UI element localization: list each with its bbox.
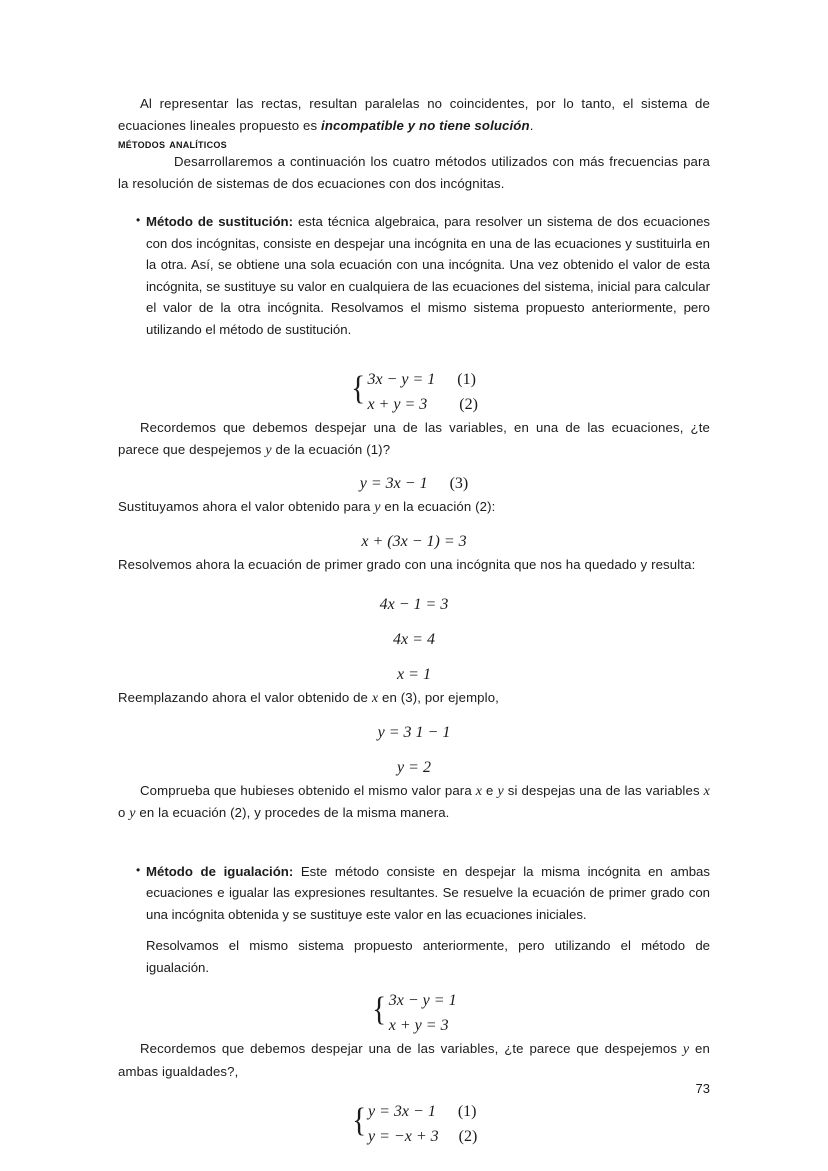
system-1-line2-expr: x + y = 3 xyxy=(367,396,428,413)
system-1-line1 xyxy=(367,367,477,392)
paragraph-recordemos-2 xyxy=(118,1038,710,1082)
comprueba-variable-4: y xyxy=(129,806,136,821)
equation-3-tag: (3) xyxy=(449,475,469,492)
paragraph-sustituyamos xyxy=(118,496,710,519)
paragraph-comprueba xyxy=(118,780,710,825)
sustituyamos-part1: Sustituyamos ahora el valor obtenido para xyxy=(118,499,375,514)
paragraph-igualacion-followup: Resolvamos el mismo sistema propuesto anteriormente, pero utilizando el método de igualación. xyxy=(146,938,710,975)
bullet-metodo-igualacion xyxy=(118,861,710,926)
equation-system-3 xyxy=(118,1099,710,1149)
system-1-brace: { xyxy=(351,370,366,407)
system-2-line1-expr: 3x − y = 1 xyxy=(388,992,457,1009)
equation-substituted xyxy=(118,529,710,554)
bullet-dot-icon: • xyxy=(136,213,141,227)
system-3-line1-tag: (1) xyxy=(457,1103,477,1120)
section-heading-analytic-methods: métodos analíticos xyxy=(118,136,227,151)
system-1-line2 xyxy=(367,392,477,417)
system-3-line1-expr: y = 3x − 1 xyxy=(368,1103,436,1120)
system-3-line2-expr: y = −x + 3 xyxy=(368,1128,439,1145)
recordemos-1-part1: Recordemos que debemos despejar una de las variables, en una de las ecuaciones, ¿te parece que despejemos xyxy=(118,420,710,457)
equation-back-substitute-2 xyxy=(118,755,710,780)
bullet-text-sustitucion: esta técnica algebraica, para resolver un sistema de dos ecuaciones con dos incógnitas, consiste en despejar una incógnita en una de las ecuaciones y sustituirla en la otra. Así, se obtiene una sola ecuación con una incógnita. Una vez obtenido el valor de esta incógnita, se sustituye su valor en cualquiera de las ecuaciones del sistema, inicial para calcular el valor de la otra incógnita. Resolvamos el mismo sistema propuesto anteriormente, pero utilizando el método de sustitución. xyxy=(146,214,710,337)
paragraph-reemplazando xyxy=(118,687,710,710)
intro-text-part2: . xyxy=(529,117,534,133)
back-substitute-1-expr: y = 3 1 − 1 xyxy=(377,723,451,741)
solve-step-2-expr: 4x = 4 xyxy=(393,631,435,648)
equation-substituted-expr: x + (3x − 1) = 3 xyxy=(361,532,467,550)
intro-text-part1: Al representar las rectas, resultan paralelas no coincidentes, por lo tanto, el sistema de ecuaciones lineales propuesto es xyxy=(118,96,710,133)
comprueba-variable-1: x xyxy=(475,783,483,799)
comprueba-variable-3: x xyxy=(703,783,710,799)
bullet-separator-sustitucion: : xyxy=(288,214,298,229)
recordemos-1-part2: de la ecuación (1)? xyxy=(271,441,391,457)
system-3-line2 xyxy=(368,1124,477,1149)
paragraph-develop: Desarrollaremos a continuación los cuatro métodos utilizados con más frecuencias para la resolución de sistemas de dos ecuaciones con dos incógnitas. xyxy=(118,154,710,191)
paragraph-recordemos-1 xyxy=(118,417,710,461)
bullet-separator-igualacion: : xyxy=(288,863,301,879)
equation-3 xyxy=(118,471,710,496)
page-number: 73 xyxy=(695,1081,710,1096)
recordemos-2-variable: y xyxy=(682,1042,690,1057)
system-3-line2-tag: (2) xyxy=(458,1128,478,1145)
solve-step-1-expr: 4x − 1 = 3 xyxy=(379,596,449,613)
bullet-text-igualacion: Este método consiste en despejar la misma incógnita en ambas ecuaciones e igualar las expresiones resultantes. Se resuelve la ecuación de primer grado con una incógnita obtenida y se sustituye este valor en las ecuaciones iniciales. xyxy=(146,863,710,922)
comprueba-part5: en la ecuación (2), y procedes de la misma manera. xyxy=(135,805,450,820)
equation-solve-step-1 xyxy=(118,592,710,617)
equation-back-substitute-1 xyxy=(118,720,710,745)
system-1-line1-expr: 3x − y = 1 xyxy=(367,371,436,388)
system-1-line2-tag: (2) xyxy=(459,396,478,413)
comprueba-variable-2: y xyxy=(497,783,504,799)
system-2-brace: { xyxy=(372,991,387,1028)
intro-paragraph xyxy=(118,93,710,136)
equation-system-2 xyxy=(118,988,710,1038)
system-1-line1-tag: (1) xyxy=(457,371,476,388)
system-3-line1 xyxy=(368,1099,477,1124)
comprueba-part1: Comprueba que hubieses obtenido el mismo valor para xyxy=(140,782,476,798)
recordemos-1-variable: y xyxy=(265,442,272,458)
back-substitute-2-expr: y = 2 xyxy=(397,758,431,776)
recordemos-2-part2: en ambas igualdades?, xyxy=(118,1041,710,1079)
equation-3-expr: y = 3x − 1 xyxy=(359,475,428,492)
recordemos-2-part1: Recordemos que debemos despejar una de las variables, ¿te parece que despejemos xyxy=(140,1041,683,1056)
system-3-brace: { xyxy=(351,1102,366,1139)
reemplazando-part1: Reemplazando ahora el valor obtenido de xyxy=(118,690,372,705)
system-2-line1 xyxy=(389,988,457,1013)
comprueba-part4: o xyxy=(118,805,130,820)
system-2-line2-expr: x + y = 3 xyxy=(388,1017,449,1034)
equation-system-1 xyxy=(118,367,710,417)
solve-step-3-expr: x = 1 xyxy=(397,666,431,683)
reemplazando-part2: en (3), por ejemplo, xyxy=(378,690,499,705)
paragraph-resolvemos-primer-grado: Resolvemos ahora la ecuación de primer grado con una incógnita que nos ha quedado y resulta: xyxy=(118,556,696,572)
sustituyamos-variable: y xyxy=(374,500,381,515)
system-1-lines xyxy=(367,367,477,417)
equation-solve-step-2 xyxy=(118,627,710,652)
comprueba-part3: si despejas una de las variables xyxy=(503,782,704,798)
equation-solve-step-3 xyxy=(118,662,710,687)
bullet-metodo-sustitucion xyxy=(118,211,710,340)
system-2-lines xyxy=(389,988,457,1038)
system-2-line2 xyxy=(389,1013,457,1038)
page-content xyxy=(118,93,710,1149)
system-3-lines xyxy=(368,1099,477,1149)
sustituyamos-part2: en la ecuación (2): xyxy=(380,499,496,514)
bullet-dot-icon-2: • xyxy=(136,862,141,877)
bullet-title-sustitucion: Método de sustitución xyxy=(146,214,289,229)
comprueba-part2: e xyxy=(482,782,498,798)
reemplazando-variable: x xyxy=(371,691,379,706)
intro-emphasis: incompatible y no tiene solución xyxy=(321,117,530,133)
bullet-title-igualacion: Método de igualación xyxy=(146,863,289,879)
